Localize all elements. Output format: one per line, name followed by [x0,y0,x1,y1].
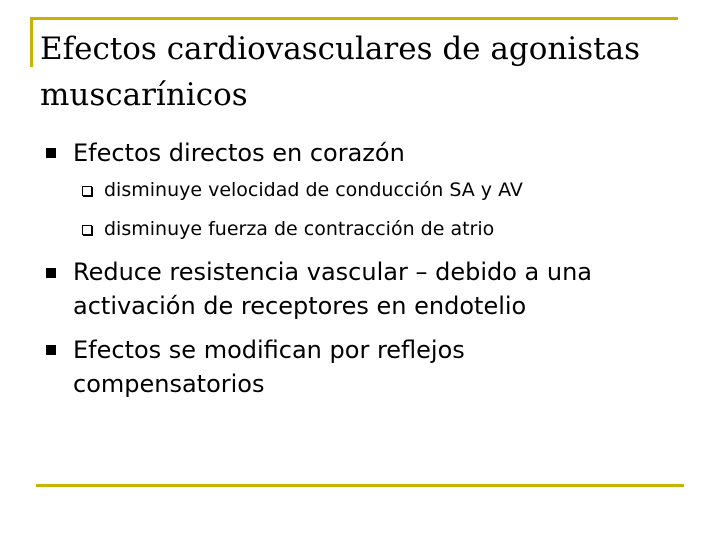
hollow-square-bullet-icon [82,186,92,196]
hollow-square-bullet-icon [82,225,92,235]
bullet-3-line-1: Efectos se modifican por reflejos [73,336,465,364]
square-bullet-icon [46,345,56,355]
square-bullet-icon [46,268,56,278]
title-line-2: muscarínicos [40,77,248,113]
sub-bullet-1-text: disminuye velocidad de conducción SA y AV [104,179,523,201]
square-bullet-icon [46,148,56,158]
bullet-3-line-2: compensatorios [73,370,265,398]
bullet-2-line-1: Reduce resistencia vascular – debido a una [73,258,592,286]
footer-divider-line [36,484,684,487]
title-line-1: Efectos cardiovasculares de agonistas [40,31,641,67]
title-frame-left-line [30,17,33,67]
title-frame-top-line [30,17,678,20]
slide-title [40,26,680,118]
sub-bullet-2-text: disminuye fuerza de contracción de atrio [104,218,495,240]
bullet-2-line-2: activación de receptores en endotelio [73,292,527,320]
bullet-1-text: Efectos directos en corazón [73,139,405,167]
